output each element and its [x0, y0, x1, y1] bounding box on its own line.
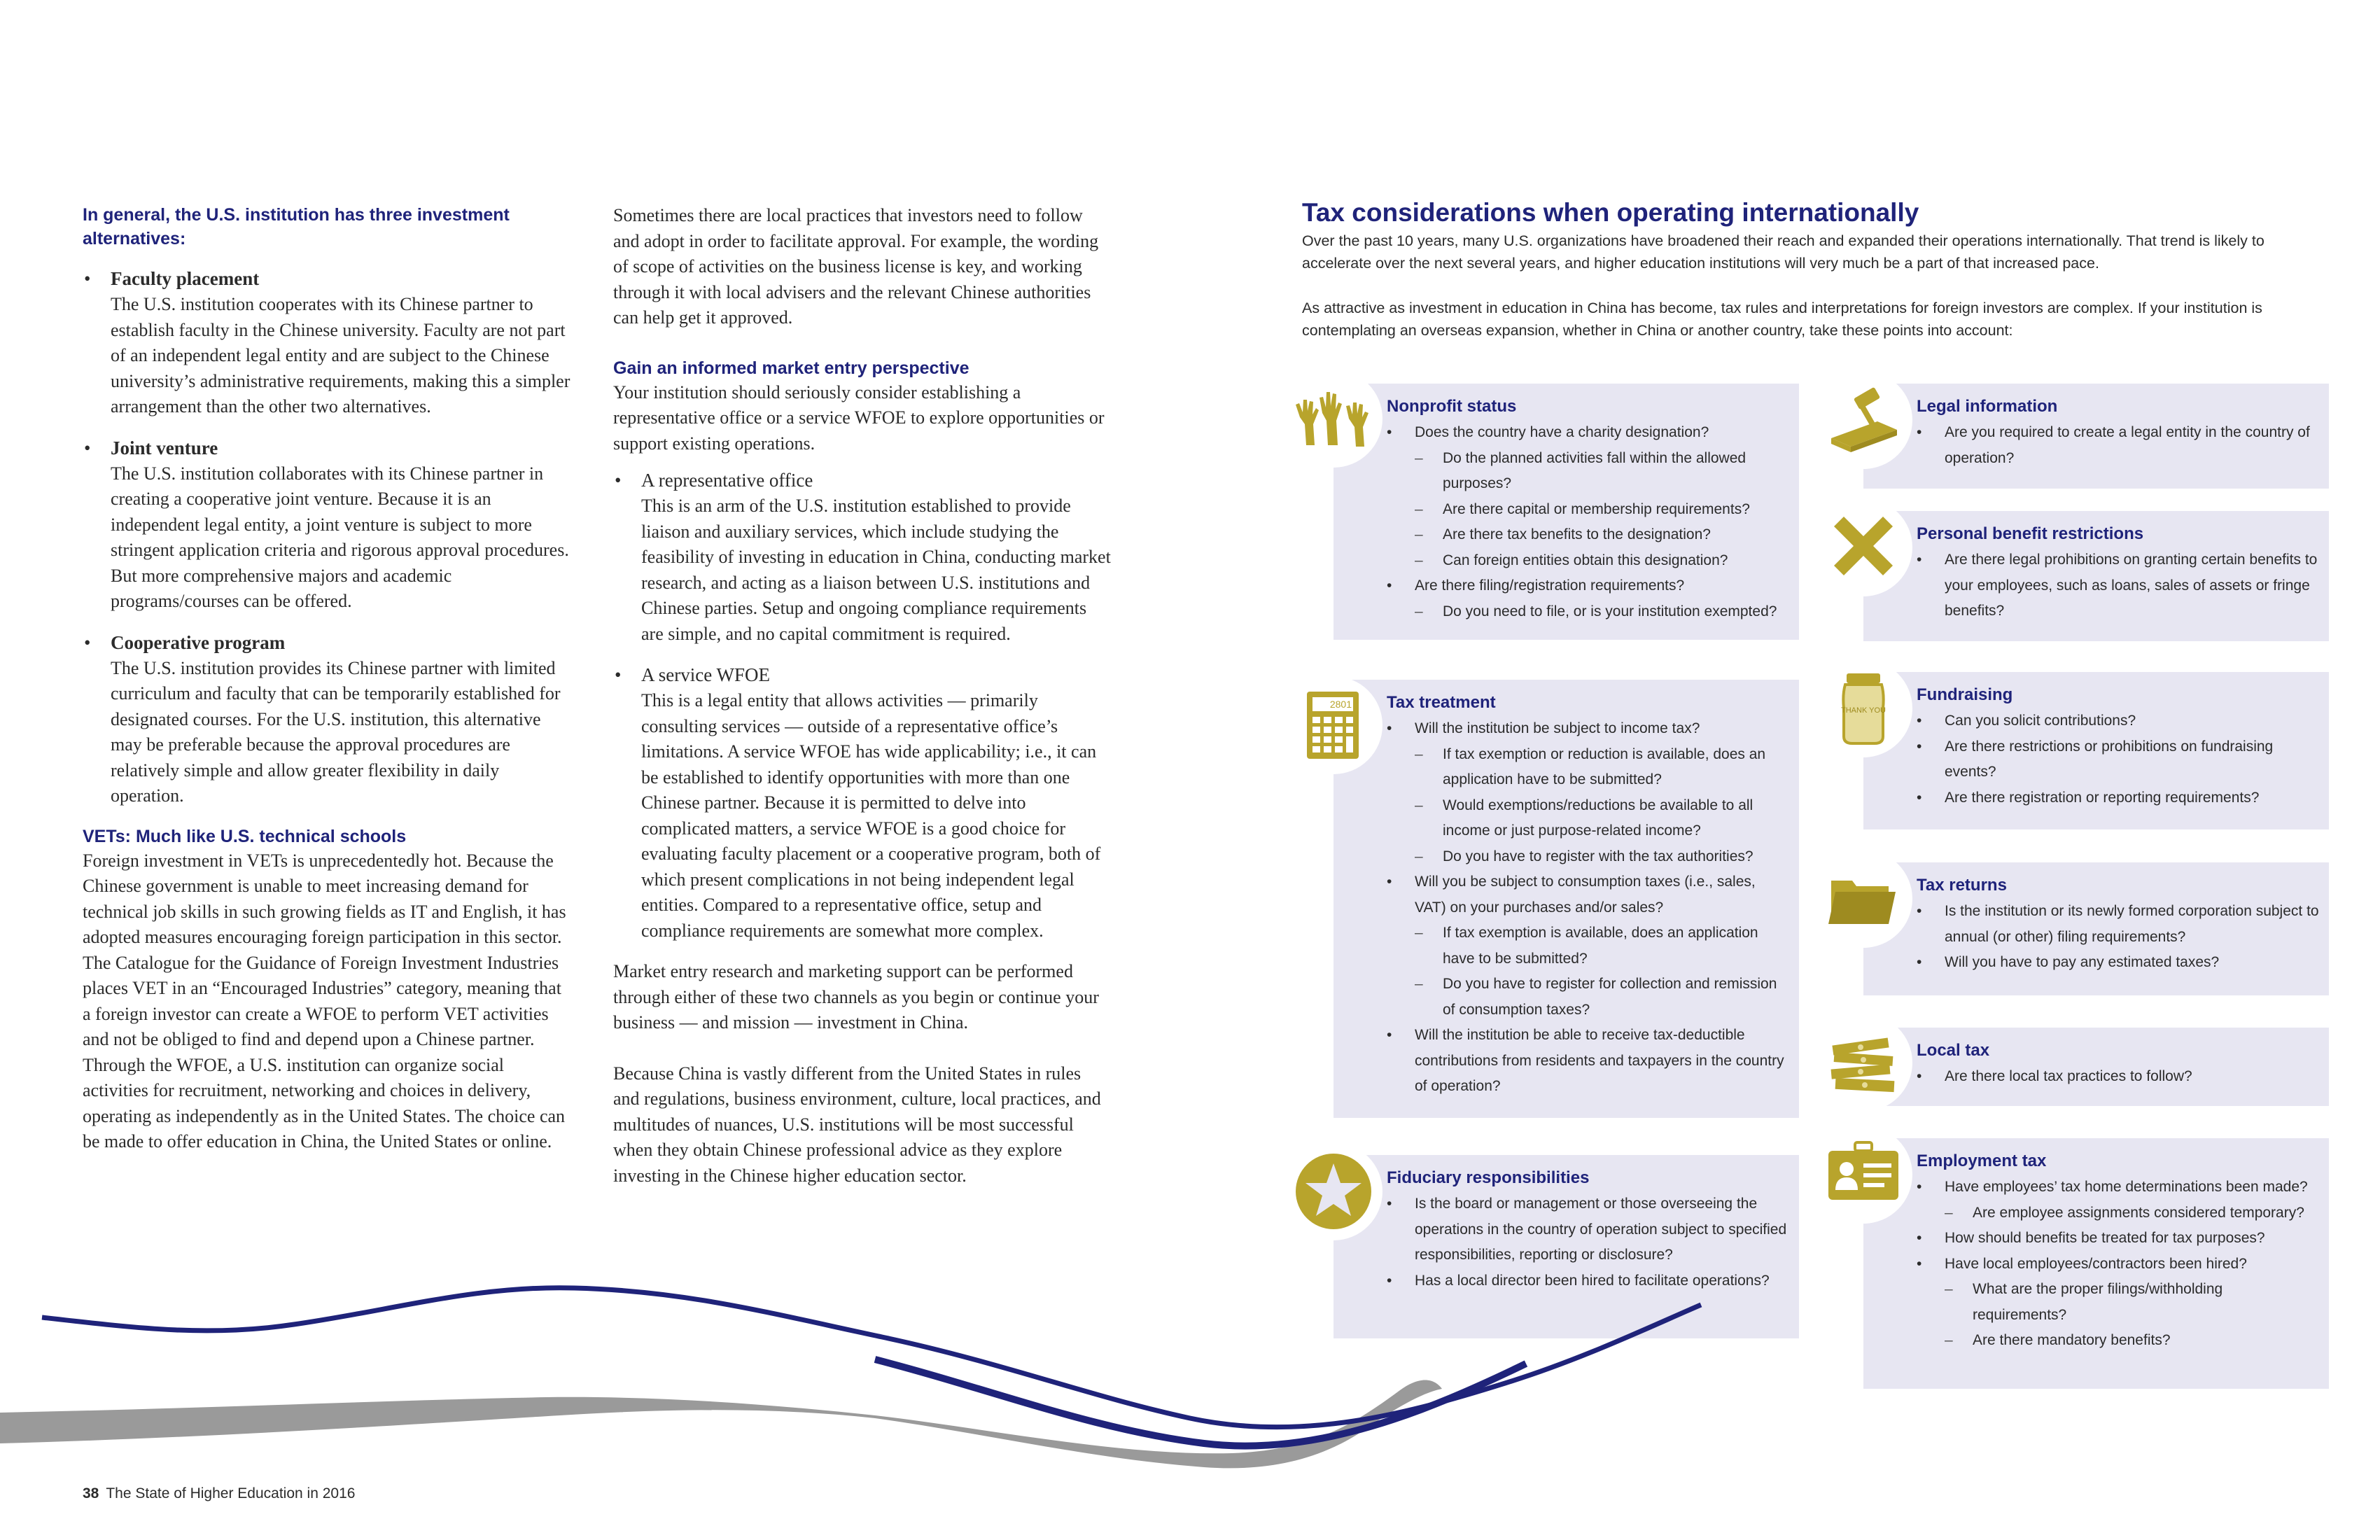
employment-tax-box [1863, 1138, 2329, 1389]
list-item: • Are you required to create a legal entity in the country of operation? [1917, 420, 2319, 471]
money-stack-graphic [1821, 1021, 1905, 1105]
list-item: • Are there registration or reporting requirements? [1917, 785, 2319, 811]
market-entry-heading: Gain an informed market entry perspective [613, 358, 969, 378]
box-title: Tax returns [1917, 876, 2007, 895]
decorative-wave [0, 1246, 1715, 1477]
list-item [1387, 573, 1789, 624]
left-column-1 [83, 203, 573, 1155]
star-icon [1284, 1142, 1382, 1240]
id-badge-graphic [1821, 1133, 1905, 1217]
list-item: • How should benefits be treated for tax purposes? [1917, 1226, 2319, 1252]
list-item [1387, 869, 1789, 1023]
question-list [1917, 1175, 2319, 1354]
entry-options-list [613, 468, 1112, 944]
list-item [1387, 716, 1789, 869]
local-practices-text: Sometimes there are local practices that investors need to follow and adopt in order to facilitate approval. For example, the wording of scope of activities on the business license is key, and working through it with local advisers and the relevant Chinese authorities can help get it approved. [613, 205, 1099, 328]
sub-question-list [1415, 599, 1789, 625]
list-item: – If tax exemption is available, does an application have to be submitted? [1415, 920, 1789, 972]
calculator-icon [1284, 676, 1382, 774]
list-item: • Are there legal prohibitions on granting certain benefits to your employees, such as loans, sales of assets or fringe benefits? [1917, 547, 2319, 624]
list-item [1917, 1252, 2319, 1354]
folder-graphic [1821, 857, 1905, 941]
list-item: • Are there local tax practices to follow? [1917, 1064, 2319, 1090]
page-number: 38 [83, 1485, 99, 1502]
box-content [1917, 1149, 2319, 1354]
box-title: Personal benefit restrictions [1917, 524, 2144, 543]
option-title: • A service WFOE [641, 664, 770, 685]
list-item [1387, 420, 1789, 573]
footer [83, 1484, 355, 1504]
box-content [1387, 691, 1789, 1100]
sub-question-list [1945, 1277, 2319, 1354]
gavel-icon [1814, 371, 1912, 469]
box-title: Fiduciary responsibilities [1387, 1168, 1590, 1187]
tax-treatment-box [1334, 680, 1799, 1118]
list-item: – Do you need to file, or is your institution exempted? [1415, 599, 1789, 625]
tax-intro [1302, 230, 2296, 364]
sub-question-list [1945, 1200, 2319, 1226]
list-item: – Do you have to register with the tax authorities? [1415, 844, 1789, 870]
question-text: Are there filing/registration requirements? [1415, 578, 1685, 594]
list-item: – Can foreign entities obtain this designation? [1415, 548, 1789, 574]
local-tax-box [1863, 1028, 2329, 1106]
intro-paragraph: As attractive as investment in education in China has become, tax rules and interpretations for foreign investors are complex. If your institution is contemplating an overseas expansion, whether in China or another country, take these points into account: [1302, 300, 2262, 339]
list-item: • Are there restrictions or prohibitions on fundraising events? [1917, 734, 2319, 785]
calculator-display: 2801 [1329, 699, 1352, 710]
question-list [1917, 547, 2319, 624]
box-content [1917, 395, 2319, 471]
list-item: – If tax exemption or reduction is available, does an application have to be submitted? [1415, 742, 1789, 793]
list-item: • Will you have to pay any estimated taxes? [1917, 950, 2319, 976]
option-text: This is an arm of the U.S. institution established to provide liaison and auxiliary services, which include studying the feasibility of investing in education in China, conducting market research, and acting as a liaison between U.S. institutions and Chinese parties. Setup and ongoing compliance requirements are simple, and no capital commitment is required. [641, 496, 1111, 644]
market-entry-text: Your institution should seriously consider establishing a representative office or a service WFOE to explore opportunities or support existing operations. [613, 382, 1105, 454]
calculator-graphic [1292, 683, 1376, 767]
question-text: Will the institution be subject to income tax? [1415, 720, 1700, 736]
vets-heading: VETs: Much like U.S. technical schools [83, 826, 407, 846]
list-item: • Is the board or management or those overseeing the operations in the country of operation subject to specified responsibilities, reporting or disclosure? [1387, 1191, 1789, 1268]
list-item: – Are there capital or membership requirements? [1415, 497, 1789, 523]
list-item: • Has a local director been hired to facilitate operations? [1387, 1268, 1789, 1294]
tax-returns-box [1863, 862, 2329, 995]
alternatives-list [83, 266, 573, 809]
alternative-text: The U.S. institution collaborates with its Chinese partner in creating a cooperative joint venture. Because it is an independent legal entity, a joint venture is subject to more stringent application criteria and rigorous approval procedures. But more comprehensive majors and academic programs/courses can be offered. [111, 463, 569, 611]
sub-question-list [1415, 742, 1789, 870]
gavel-graphic [1821, 378, 1905, 462]
market-research-text: Market entry research and marketing support can be performed through either of these two channels as you begin or continue your business — and mission — investment in China. [613, 961, 1099, 1032]
vets-text: Foreign investment in VETs is unprecedentedly hot. Because the Chinese government is unable to meet increasing demand for technical job skills in such growing fields as IT and English, it has adopted measures encouraging foreign participation in this sector. The Catalogue for the Guidance of Foreign Investment Industries places VET in an “Encouraged Industries” category, meaning that a foreign investor can create a WFOE to perform VET activities and not be obliged to find and depend upon a Chinese partner. Through the WFOE, a U.S. institution can organize social activities for recruitment, networking and choices in delivery, operating as independently as in the United States. The choice can be made to offer education in China, the United States or online. [83, 850, 566, 1152]
box-title: Fundraising [1917, 685, 2013, 704]
nonprofit-status-box [1334, 384, 1799, 640]
list-item: – Are there tax benefits to the designation? [1415, 522, 1789, 548]
legal-information-box [1863, 384, 2329, 489]
alternative-title: • Faculty placement [111, 268, 260, 289]
china-advice-text: Because China is vastly different from the United States in rules and regulations, business environment, culture, local practices, and multitudes of nuances, U.S. institutions will be most successful when they obtain Chinese professional advice as they explore investing in the Chinese higher education sector. [613, 1063, 1101, 1186]
alternative-text: The U.S. institution cooperates with its Chinese partner to establish faculty in the Chinese university. Faculty are not part of an independent legal entity and are subject to the Chinese university’s administrative requirements, making this a simpler arrangement than the other two alternatives. [111, 294, 570, 416]
list-item: • Can you solicit contributions? [1917, 708, 2319, 734]
list-item [83, 630, 573, 809]
question-list [1917, 420, 2319, 471]
option-text: This is a legal entity that allows activities — primarily consulting services — outside of a representative office’s limitations. A service WFOE has wide applicability; i.e., it can be established to identify opportunities with more than one Chinese partner. Because it is permitted to delve into complicated matters, a service WFOE is a good choice for evaluating faculty placement or a cooperative program, both of which present complications in not being independent legal entities. Compared to a representative office, setup and compliance requirements are somewhat more complex. [641, 690, 1101, 941]
box-title: Nonprofit status [1387, 397, 1517, 416]
list-item: – Would exemptions/reductions be available to all income or just purpose-related income? [1415, 793, 1789, 844]
alternative-text: The U.S. institution provides its Chinese partner with limited curriculum and faculty that can be temporarily established for designated courses. For the U.S. institution, this alternative may be preferable because the approval procedures are relatively simple and allow greater flexibility in daily operation. [111, 657, 561, 806]
list-item [1917, 1175, 2319, 1226]
tip-jar-graphic [1821, 666, 1905, 750]
box-content [1917, 874, 2319, 976]
box-title: Legal information [1917, 397, 2058, 416]
question-list [1387, 420, 1789, 624]
question-text: Does the country have a charity designation? [1415, 424, 1709, 440]
question-text: Have local employees/contractors been hired? [1945, 1255, 2247, 1272]
box-content [1917, 1039, 2319, 1090]
list-item: – What are the proper filings/withholding requirements? [1945, 1277, 2319, 1328]
alternative-title: • Cooperative program [111, 631, 286, 653]
list-item: • Will the institution be able to receive tax-deductible contributions from residents and taxpayers in the country of operation? [1387, 1023, 1789, 1100]
alternatives-lead: In general, the U.S. institution has three investment alternatives: [83, 205, 510, 248]
question-list [1387, 716, 1789, 1100]
intro-paragraph: Over the past 10 years, many U.S. organizations have broadened their reach and expanded their operations internationally. That trend is likely to accelerate over the next several years, and higher education institutions will very much be a part of that increased pace. [1302, 232, 2264, 272]
raised-hands-icon [1284, 370, 1382, 468]
list-item [83, 435, 573, 615]
left-column-2 [613, 203, 1112, 1189]
question-list [1917, 899, 2319, 976]
box-title: Tax treatment [1387, 693, 1496, 712]
tip-jar-icon [1814, 659, 1912, 757]
list-item [83, 266, 573, 420]
box-content [1917, 522, 2319, 624]
fundraising-box [1863, 672, 2329, 830]
sub-question-list [1415, 920, 1789, 1023]
folder-icon [1814, 850, 1912, 948]
x-mark-graphic [1821, 505, 1905, 589]
id-badge-icon [1814, 1126, 1912, 1224]
option-title: • A representative office [641, 470, 813, 491]
personal-benefit-box [1863, 511, 2329, 641]
star-graphic [1292, 1149, 1376, 1233]
question-list [1917, 708, 2319, 811]
box-title: Employment tax [1917, 1152, 2047, 1170]
sub-question-list [1415, 446, 1789, 574]
box-content [1917, 683, 2319, 811]
question-list [1917, 1064, 2319, 1090]
page-title: Tax considerations when operating internationally [1302, 198, 1919, 227]
list-item: – Are there mandatory benefits? [1945, 1328, 2319, 1354]
list-item [613, 662, 1112, 944]
alternative-title: • Joint venture [111, 437, 218, 458]
publication-title: The State of Higher Education in 2016 [106, 1485, 356, 1502]
list-item: • Is the institution or its newly formed corporation subject to annual (or other) filing requirements? [1917, 899, 2319, 950]
raised-hands-graphic [1292, 377, 1376, 461]
box-content [1387, 395, 1789, 624]
list-item [613, 468, 1112, 647]
tip-jar-label: THANK YOU [1841, 706, 1886, 715]
money-stack-icon [1814, 1014, 1912, 1112]
box-title: Local tax [1917, 1041, 1990, 1060]
x-mark-icon [1814, 498, 1912, 596]
list-item: – Are employee assignments considered temporary? [1945, 1200, 2319, 1226]
question-text: Will you be subject to consumption taxes (i.e., sales, VAT) on your purchases and/or sales? [1415, 874, 1756, 916]
question-text: Have employees’ tax home determinations been made? [1945, 1179, 2308, 1195]
list-item: – Do you have to register for collection and remission of consumption taxes? [1415, 972, 1789, 1023]
list-item: – Do the planned activities fall within the allowed purposes? [1415, 446, 1789, 497]
